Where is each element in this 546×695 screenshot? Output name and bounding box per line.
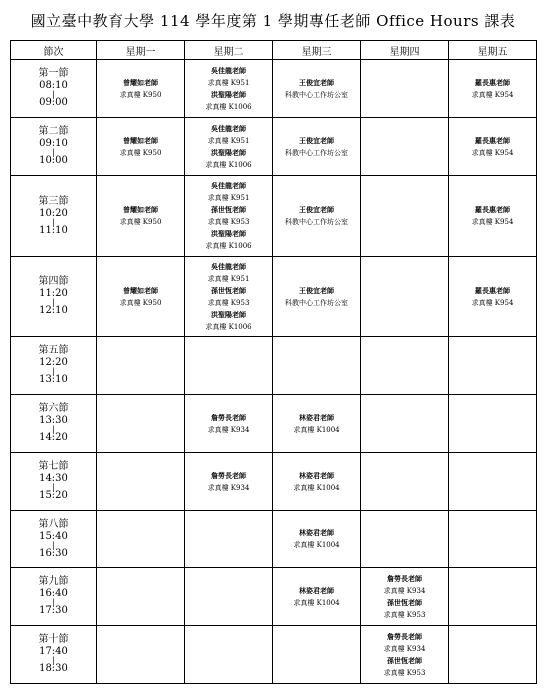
office-hour-entry — [185, 65, 272, 89]
schedule-cell-mon — [97, 511, 185, 568]
teacher-name: 曾耀如老師 — [123, 205, 158, 214]
teacher-name: 吳佳龍老師 — [211, 65, 246, 75]
period-name: 第三節 — [38, 195, 69, 207]
teacher-name: 詹勞長老師 — [211, 470, 246, 480]
schedule-cell-fri — [449, 257, 537, 337]
teacher-location: 求真樓 K951 — [207, 274, 250, 283]
period-cell — [11, 257, 97, 337]
schedule-cell-wed — [273, 395, 361, 453]
schedule-cell-tue — [185, 257, 273, 337]
schedule-cell-tue — [185, 395, 273, 453]
header-fri: 星期五 — [449, 41, 537, 60]
schedule-cell-tue — [185, 337, 273, 395]
teacher-name: 曾耀如老師 — [123, 135, 158, 145]
period-separator: | — [52, 598, 55, 607]
office-hour-entry — [449, 135, 536, 159]
office-hour-entry — [273, 135, 360, 159]
period-separator: | — [52, 425, 55, 434]
header-wed: 星期三 — [273, 41, 361, 60]
office-hour-entry — [185, 204, 272, 228]
table-row — [11, 453, 537, 511]
teacher-location: 求真樓 K934 — [383, 644, 426, 653]
teacher-location: 求真樓 K954 — [471, 298, 514, 307]
teacher-location: 科教中心工作坊公室 — [285, 90, 348, 99]
teacher-name: 詹勞長老師 — [211, 412, 246, 422]
office-hour-entry — [97, 135, 184, 159]
period-separator: | — [52, 217, 55, 227]
office-hour-entry — [273, 470, 360, 494]
schedule-cell-mon — [97, 257, 185, 337]
schedule-cell-tue — [185, 176, 273, 257]
teacher-location: 求真樓 K1006 — [205, 242, 252, 250]
period-cell — [11, 453, 97, 511]
office-hour-entry — [185, 180, 272, 204]
schedule-cell-mon — [97, 60, 185, 118]
table-row — [11, 60, 537, 118]
table-row — [11, 395, 537, 453]
teacher-name: 王俊宜老師 — [299, 205, 334, 214]
teacher-name: 王俊宜老師 — [299, 135, 334, 145]
period-start-time: 08:10 — [39, 80, 68, 91]
teacher-location: 求真樓 K950 — [119, 148, 162, 157]
office-hour-entry — [97, 77, 184, 101]
period-cell — [11, 118, 97, 176]
schedule-cell-mon — [97, 453, 185, 511]
period-separator: | — [52, 367, 55, 376]
schedule-cell-thu — [361, 568, 449, 626]
teacher-location: 求真樓 K950 — [119, 90, 162, 99]
teacher-location: 求真樓 K954 — [471, 218, 514, 226]
schedule-cell-thu — [361, 453, 449, 511]
header-period: 節次 — [11, 41, 97, 60]
period-cell — [11, 626, 97, 684]
table-row — [11, 568, 537, 626]
teacher-location: 求真樓 K951 — [207, 78, 250, 87]
office-hour-entry — [273, 585, 360, 609]
teacher-name: 孫世恆老師 — [211, 205, 246, 214]
table-row — [11, 626, 537, 684]
teacher-name: 羅長惠老師 — [475, 135, 510, 145]
teacher-name: 曾耀如老師 — [123, 77, 158, 87]
period-end-time: 09:00 — [39, 97, 68, 108]
teacher-name: 曾耀如老師 — [123, 285, 158, 295]
schedule-cell-fri — [449, 511, 537, 568]
period-name: 第五節 — [38, 345, 69, 356]
period-separator: | — [52, 90, 55, 99]
teacher-location: 求真樓 K1004 — [293, 598, 340, 607]
office-hours-table — [10, 40, 537, 684]
period-end-time: 11:10 — [39, 224, 68, 236]
period-cell — [11, 395, 97, 453]
period-separator: | — [52, 540, 55, 550]
office-hour-entry — [185, 89, 272, 113]
period-separator: | — [52, 483, 55, 492]
schedule-cell-tue — [185, 626, 273, 684]
teacher-location: 求真樓 K954 — [471, 148, 514, 157]
teacher-name: 詹勞長老師 — [387, 631, 422, 641]
period-cell — [11, 176, 97, 257]
teacher-location: 求真樓 K1006 — [205, 160, 252, 169]
teacher-location: 求真樓 K1004 — [293, 483, 340, 492]
office-hour-entry — [185, 285, 272, 309]
office-hour-entry — [273, 412, 360, 436]
period-name: 第七節 — [38, 461, 69, 472]
schedule-cell-fri — [449, 626, 537, 684]
teacher-location: 求真樓 K950 — [119, 218, 162, 226]
period-start-time: 17:40 — [39, 646, 68, 657]
period-start-time: 16:40 — [39, 588, 68, 599]
schedule-cell-tue — [185, 453, 273, 511]
schedule-cell-fri — [449, 453, 537, 511]
office-hour-entry — [185, 228, 272, 252]
schedule-cell-tue — [185, 118, 273, 176]
office-hour-entry — [361, 597, 448, 621]
office-hour-entry — [97, 285, 184, 309]
office-hour-entry — [185, 309, 272, 333]
table-row — [11, 511, 537, 568]
schedule-cell-wed — [273, 453, 361, 511]
period-name: 第八節 — [38, 518, 69, 530]
teacher-location: 求真樓 K934 — [383, 586, 426, 595]
teacher-name: 林姿君老師 — [299, 585, 334, 595]
schedule-cell-tue — [185, 511, 273, 568]
office-hour-entry — [449, 285, 536, 309]
period-end-time: 16:30 — [39, 547, 68, 559]
schedule-cell-wed — [273, 511, 361, 568]
schedule-cell-fri — [449, 568, 537, 626]
teacher-location: 科教中心工作坊公室 — [285, 298, 348, 307]
schedule-cell-mon — [97, 176, 185, 257]
schedule-cell-mon — [97, 337, 185, 395]
schedule-cell-fri — [449, 118, 537, 176]
period-end-time: 17:30 — [39, 605, 68, 616]
office-hour-entry — [449, 204, 536, 228]
teacher-name: 羅長惠老師 — [475, 285, 510, 295]
office-hour-entry — [185, 470, 272, 494]
period-separator: | — [52, 656, 55, 665]
schedule-cell-wed — [273, 60, 361, 118]
period-start-time: 12:20 — [39, 357, 68, 368]
office-hour-entry — [97, 204, 184, 228]
schedule-cell-mon — [97, 568, 185, 626]
schedule-cell-wed — [273, 118, 361, 176]
period-name: 第六節 — [38, 403, 69, 414]
period-end-time: 18:30 — [39, 663, 68, 674]
period-end-time: 14:20 — [39, 432, 68, 443]
teacher-name: 羅長惠老師 — [475, 77, 510, 87]
period-start-time: 14:30 — [39, 473, 68, 484]
teacher-name: 羅長惠老師 — [475, 205, 510, 214]
period-name: 第二節 — [38, 126, 69, 137]
table-row — [11, 118, 537, 176]
period-end-time: 10:00 — [39, 155, 68, 166]
teacher-location: 求真樓 K1006 — [205, 102, 252, 111]
teacher-name: 洪聖陽老師 — [211, 147, 246, 157]
teacher-name: 洪聖陽老師 — [211, 89, 246, 99]
office-hour-entry — [185, 123, 272, 147]
teacher-location: 求真樓 K1006 — [205, 322, 252, 331]
period-cell — [11, 60, 97, 118]
table-row — [11, 176, 537, 257]
schedule-cell-mon — [97, 395, 185, 453]
period-cell — [11, 511, 97, 568]
schedule-cell-fri — [449, 337, 537, 395]
teacher-name: 詹勞長老師 — [387, 573, 422, 583]
schedule-cell-mon — [97, 118, 185, 176]
teacher-name: 林姿君老師 — [299, 528, 334, 537]
schedule-cell-wed — [273, 626, 361, 684]
schedule-cell-thu — [361, 511, 449, 568]
teacher-location: 求真樓 K953 — [207, 298, 250, 307]
schedule-cell-thu — [361, 395, 449, 453]
schedule-cell-thu — [361, 257, 449, 337]
period-separator: | — [52, 148, 55, 157]
period-name: 第十節 — [38, 634, 69, 645]
teacher-name: 林姿君老師 — [299, 470, 334, 480]
period-name: 第四節 — [38, 276, 69, 287]
schedule-cell-thu — [361, 626, 449, 684]
teacher-location: 求真樓 K934 — [207, 483, 250, 492]
office-hour-entry — [361, 573, 448, 597]
schedule-cell-thu — [361, 118, 449, 176]
schedule-cell-tue — [185, 60, 273, 118]
office-hour-entry — [361, 631, 448, 655]
period-start-time: 10:20 — [39, 207, 68, 219]
teacher-location: 求真樓 K950 — [119, 298, 162, 307]
schedule-cell-fri — [449, 176, 537, 257]
period-end-time: 15:20 — [39, 490, 68, 501]
period-cell — [11, 568, 97, 626]
schedule-cell-fri — [449, 60, 537, 118]
teacher-location: 求真樓 K934 — [207, 425, 250, 434]
office-hour-entry — [273, 527, 360, 551]
schedule-cell-thu — [361, 337, 449, 395]
office-hour-entry — [185, 412, 272, 436]
office-hour-entry — [361, 655, 448, 679]
office-hour-entry — [185, 261, 272, 285]
schedule-cell-tue — [185, 568, 273, 626]
header-mon: 星期一 — [97, 41, 185, 60]
header-tue: 星期二 — [185, 41, 273, 60]
teacher-location: 科教中心工作坊公室 — [285, 148, 348, 157]
teacher-location: 求真樓 K954 — [471, 90, 514, 99]
period-start-time: 09:10 — [39, 138, 68, 149]
schedule-cell-mon — [97, 626, 185, 684]
schedule-cell-fri — [449, 395, 537, 453]
office-hour-entry — [449, 77, 536, 101]
table-row — [11, 257, 537, 337]
header-row — [11, 41, 537, 60]
teacher-name: 林姿君老師 — [299, 412, 334, 422]
period-start-time: 11:20 — [39, 288, 68, 299]
teacher-name: 王俊宜老師 — [299, 285, 334, 295]
office-hour-entry — [273, 285, 360, 309]
teacher-location: 求真樓 K1004 — [293, 541, 340, 549]
period-start-time: 13:30 — [39, 415, 68, 426]
teacher-name: 洪聖陽老師 — [211, 309, 246, 319]
office-hour-entry — [185, 147, 272, 171]
period-cell — [11, 337, 97, 395]
page-title: 國立臺中教育大學 114 學年度第 1 學期專任老師 Office Hours 課表 — [30, 12, 516, 30]
schedule-cell-wed — [273, 568, 361, 626]
schedule-cell-thu — [361, 176, 449, 257]
teacher-location: 求真樓 K1004 — [293, 425, 340, 434]
period-end-time: 13:10 — [39, 374, 68, 385]
header-thu: 星期四 — [361, 41, 449, 60]
teacher-location: 求真樓 K953 — [383, 610, 426, 619]
teacher-name: 吳佳龍老師 — [211, 123, 246, 133]
period-start-time: 15:40 — [39, 530, 68, 542]
teacher-name: 孫世恆老師 — [387, 597, 422, 607]
teacher-location: 科教中心工作坊公室 — [285, 218, 348, 226]
teacher-name: 吳佳龍老師 — [211, 261, 246, 271]
teacher-location: 求真樓 K953 — [207, 218, 250, 226]
period-name: 第九節 — [38, 576, 69, 587]
teacher-name: 洪聖陽老師 — [211, 229, 246, 238]
teacher-location: 求真樓 K953 — [383, 668, 426, 677]
schedule-cell-wed — [273, 176, 361, 257]
table-row — [11, 337, 537, 395]
schedule-cell-wed — [273, 257, 361, 337]
teacher-name: 王俊宜老師 — [299, 77, 334, 87]
teacher-name: 孫世恆老師 — [211, 285, 246, 295]
schedule-cell-wed — [273, 337, 361, 395]
teacher-location: 求真樓 K951 — [207, 136, 250, 145]
teacher-name: 吳佳龍老師 — [211, 181, 246, 190]
period-separator: | — [52, 298, 55, 307]
office-hour-entry — [273, 204, 360, 228]
period-name: 第一節 — [38, 68, 69, 79]
teacher-name: 孫世恆老師 — [387, 655, 422, 665]
schedule-cell-thu — [361, 60, 449, 118]
office-hour-entry — [273, 77, 360, 101]
period-end-time: 12:10 — [39, 305, 68, 316]
teacher-location: 求真樓 K951 — [207, 194, 250, 202]
